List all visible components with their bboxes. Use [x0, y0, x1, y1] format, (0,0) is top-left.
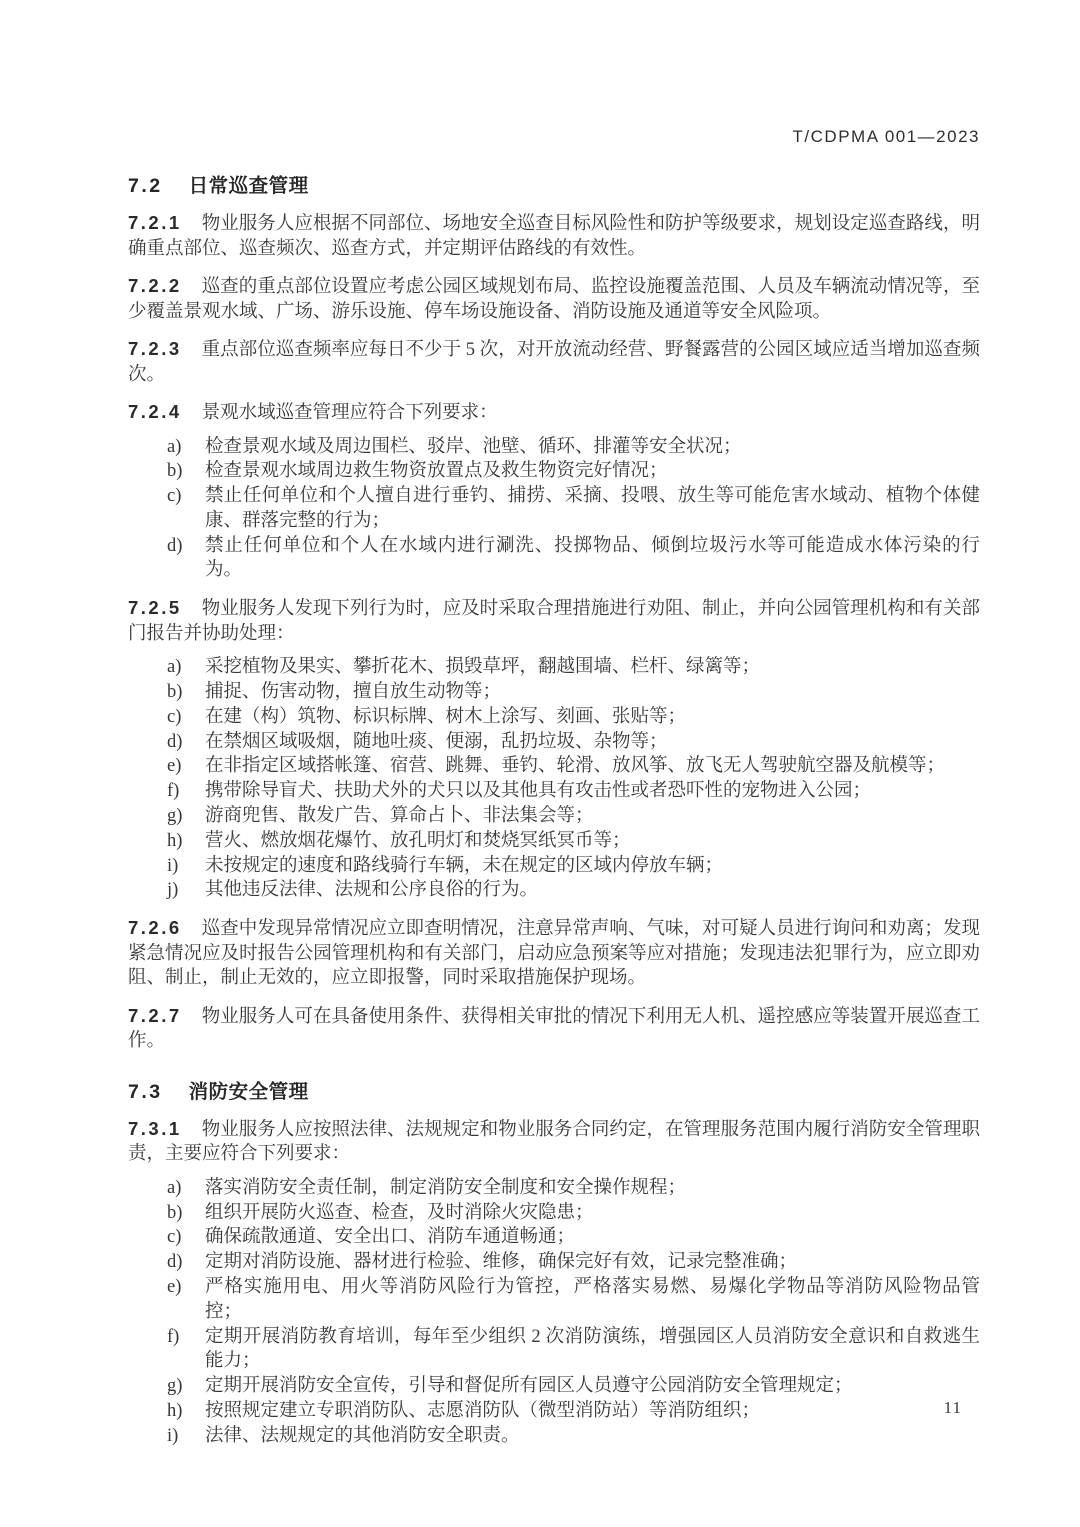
list-item-text: 定期对消防设施、器材进行检验、维修，确保完好有效，记录完整准确；: [205, 1252, 798, 1273]
list-item-label: c): [167, 486, 182, 507]
lettered-list-7-3-1: [128, 1176, 980, 1449]
list-item-label: h): [167, 830, 183, 851]
list-item-label: b): [167, 682, 183, 703]
section-heading-7-2: [128, 174, 980, 198]
list-item-label: a): [167, 1177, 182, 1198]
clause-7-2-2: [128, 274, 980, 324]
clause-7-2-5: [128, 596, 980, 646]
list-item-label: e): [167, 1276, 182, 1297]
section-number: 7.2: [128, 175, 163, 197]
list-item-text: 禁止任何单位和个人在水域内进行涮洗、投掷物品、倾倒垃圾污水等可能造成水体污染的行为。: [205, 535, 980, 581]
list-item: [128, 829, 980, 854]
list-item-text: 禁止任何单位和个人擅自进行垂钓、捕捞、采摘、投喂、放生等可能危害水域动、植物个体健康、群落完整的行为；: [205, 486, 980, 531]
clause-7-3-1: [128, 1117, 980, 1167]
list-item: [128, 1275, 980, 1325]
list-item-label: i): [167, 1425, 179, 1446]
list-item-label: f): [167, 1326, 180, 1347]
list-item: [128, 779, 980, 804]
list-item-label: d): [167, 1252, 183, 1273]
list-item-label: g): [167, 806, 183, 827]
clause-number: 7.2.5: [128, 597, 182, 619]
lettered-list-7-2-4: [128, 435, 980, 584]
list-item: [128, 459, 980, 484]
list-item: [128, 1250, 980, 1275]
list-item-text: 未按规定的速度和路线骑行车辆，未在规定的区域内停放车辆；: [205, 855, 724, 876]
list-item: [128, 435, 980, 460]
list-item: [128, 1325, 980, 1375]
list-item-label: a): [167, 657, 182, 678]
list-item-text: 采挖植物及果实、攀折花木、损毁草坪，翻越围墙、栏杆、绿篱等；: [205, 657, 761, 678]
list-item-text: 定期开展消防教育培训，每年至少组织 2 次消防演练，增强园区人员消防安全意识和自救逃生能力；: [205, 1326, 980, 1372]
clause-7-2-3: [128, 337, 980, 387]
list-item: [128, 1399, 980, 1424]
list-item-label: d): [167, 731, 183, 752]
list-item: [128, 655, 980, 680]
list-item: [128, 1225, 980, 1250]
list-item-text: 按照规定建立专职消防队、志愿消防队（微型消防站）等消防组织；: [205, 1400, 761, 1421]
list-item: [128, 854, 980, 879]
list-item: [128, 705, 980, 730]
clause-text: 物业服务人发现下列行为时，应及时采取合理措施进行劝阻、制止，并向公园管理机构和有关部门报告并协助处理：: [128, 599, 980, 644]
list-item-label: b): [167, 1202, 183, 1223]
list-item-label: a): [167, 436, 182, 457]
clause-number: 7.2.7: [128, 1004, 182, 1026]
clause-text: 物业服务人可在具备使用条件、获得相关审批的情况下利用无人机、遥控感应等装置开展巡查工作。: [128, 1006, 980, 1052]
clause-7-2-7: [128, 1004, 980, 1054]
clause-text: 重点部位巡查频率应每日不少于 5 次，对开放流动经营、野餐露营的公园区域应适当增加巡查频次。: [128, 340, 980, 385]
list-item-text: 检查景观水域周边救生物资放置点及救生物资完好情况；: [205, 461, 668, 482]
clause-number: 7.3.1: [128, 1117, 182, 1139]
list-item-text: 严格实施用电、用火等消防风险行为管控，严格落实易燃、易爆化学物品等消防风险物品管控；: [205, 1276, 980, 1322]
list-item-label: e): [167, 756, 182, 777]
clause-7-2-4: [128, 400, 980, 426]
page-content: [128, 126, 980, 1449]
page-number: 11: [943, 1398, 962, 1417]
list-item-text: 营火、燃放烟花爆竹、放孔明灯和焚烧冥纸冥币等；: [205, 830, 631, 851]
list-item-text: 落实消防安全责任制，制定消防安全制度和安全操作规程；: [205, 1177, 687, 1198]
clause-number: 7.2.6: [128, 917, 182, 939]
list-item-label: c): [167, 706, 182, 727]
list-item: [128, 878, 980, 903]
list-item-text: 确保疏散通道、安全出口、消防车通道畅通；: [205, 1227, 576, 1248]
list-item: [128, 1424, 980, 1449]
clause-text: 巡查中发现异常情况应立即查明情况，注意异常声响、气味，对可疑人员进行询问和劝离；发现紧急情况应及时报告公园管理机构和有关部门，启动应急预案等应对措施；发现违法犯罪行为，应立即劝阻、制止，制止无效的，应立即报警，同时采取措施保护现场。: [128, 919, 980, 989]
list-item-text: 检查景观水域及周边围栏、驳岸、池壁、循环、排灌等安全状况；: [205, 436, 742, 457]
list-item-text: 携带除导盲犬、扶助犬外的犬只以及其他具有攻击性或者恐吓性的宠物进入公园；: [205, 781, 872, 802]
section-heading-7-3: [128, 1080, 980, 1104]
clause-number: 7.2.2: [128, 275, 182, 296]
list-item-label: c): [167, 1227, 182, 1248]
list-item-text: 在非指定区域搭帐篷、宿营、跳舞、垂钓、轮滑、放风筝、放飞无人驾驶航空器及航模等；: [205, 756, 946, 777]
list-item-text: 法律、法规规定的其他消防安全职责。: [205, 1425, 520, 1446]
clause-number: 7.2.4: [128, 401, 182, 422]
list-item: [128, 1176, 980, 1201]
list-item-label: b): [167, 461, 183, 482]
list-item-text: 其他违反法律、法规和公序良俗的行为。: [205, 880, 539, 901]
clause-text: 物业服务人应根据不同部位、场地安全巡查目标风险性和防护等级要求，规划设定巡查路线，明确重点部位、巡查频次、巡查方式，并定期评估路线的有效性。: [128, 214, 980, 259]
list-item-label: g): [167, 1376, 183, 1397]
clause-text: 巡查的重点部位设置应考虑公园区域规划布局、监控设施覆盖范围、人员及车辆流动情况等，至少覆盖景观水域、广场、游乐设施、停车场设施设备、消防设施及通道等安全风险项。: [128, 277, 980, 322]
clause-text: 物业服务人应按照法律、法规规定和物业服务合同约定，在管理服务范围内履行消防安全管理职责，主要应符合下列要求：: [128, 1119, 980, 1165]
list-item-label: j): [167, 880, 179, 901]
list-item: [128, 680, 980, 705]
list-item-label: h): [167, 1400, 183, 1421]
list-item: [128, 484, 980, 534]
list-item: [128, 1201, 980, 1226]
list-item-text: 游商兜售、散发广告、算命占卜、非法集会等；: [205, 806, 594, 827]
lettered-list-7-2-5: [128, 655, 980, 903]
list-item-text: 定期开展消防安全宣传，引导和督促所有园区人员遵守公园消防安全管理规定；: [205, 1376, 853, 1397]
list-item-text: 捕捉、伤害动物，擅自放生动物等；: [205, 682, 502, 703]
section-title: 日常巡查管理: [188, 175, 309, 197]
clause-7-2-6: [128, 916, 980, 991]
clause-number: 7.2.3: [128, 338, 182, 359]
list-item: [128, 804, 980, 829]
list-item-text: 在建（构）筑物、标识标牌、树木上涂写、刻画、张贴等；: [205, 706, 687, 727]
list-item: [128, 534, 980, 584]
list-item: [128, 1374, 980, 1399]
doc-code-header: T/CDPMA 001—2023: [792, 127, 980, 146]
list-item: [128, 730, 980, 755]
list-item-label: i): [167, 855, 179, 876]
list-item: [128, 754, 980, 779]
list-item-text: 组织开展防火巡查、检查，及时消除火灾隐患；: [205, 1202, 594, 1223]
section-number: 7.3: [128, 1080, 163, 1103]
list-item-text: 在禁烟区域吸烟，随地吐痰、便溺，乱扔垃圾、杂物等；: [205, 731, 668, 752]
list-item-label: d): [167, 535, 183, 556]
clause-7-2-1: [128, 211, 980, 261]
clause-number: 7.2.1: [128, 212, 182, 233]
section-title: 消防安全管理: [188, 1080, 309, 1103]
list-item-label: f): [167, 781, 180, 802]
clause-text: 景观水域巡查管理应符合下列要求：: [201, 403, 498, 423]
